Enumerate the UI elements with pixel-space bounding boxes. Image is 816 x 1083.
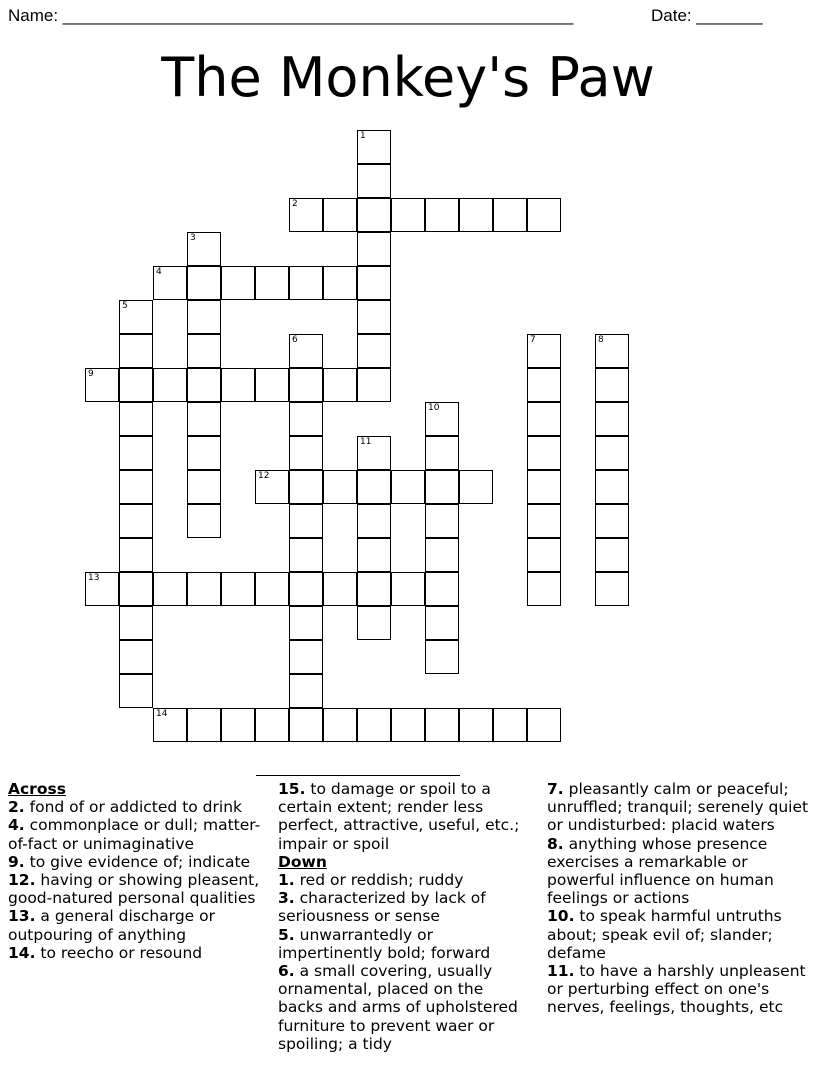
grid-cell[interactable] bbox=[289, 640, 323, 674]
grid-cell[interactable] bbox=[425, 436, 459, 470]
clue-number: 10 bbox=[428, 403, 440, 413]
grid-cell[interactable] bbox=[221, 368, 255, 402]
grid-cell[interactable] bbox=[119, 572, 153, 606]
clue-number: 9 bbox=[88, 369, 94, 379]
grid-cell[interactable] bbox=[459, 708, 493, 742]
grid-cell[interactable] bbox=[357, 504, 391, 538]
grid-cell[interactable] bbox=[357, 708, 391, 742]
grid-cell[interactable] bbox=[357, 606, 391, 640]
grid-cell[interactable] bbox=[527, 504, 561, 538]
clue-number: 13 bbox=[88, 573, 100, 583]
grid-cell[interactable] bbox=[595, 436, 629, 470]
grid-cell[interactable] bbox=[255, 708, 289, 742]
grid-cell[interactable] bbox=[391, 708, 425, 742]
grid-cell[interactable] bbox=[119, 334, 153, 368]
clue-across-12: 12. having or showing pleasent, good-natured personal qualities bbox=[8, 871, 260, 908]
clue-number: 5 bbox=[122, 301, 128, 311]
grid-cell[interactable] bbox=[289, 436, 323, 470]
grid-cell[interactable] bbox=[595, 538, 629, 572]
grid-cell[interactable] bbox=[187, 300, 221, 334]
grid-cell[interactable] bbox=[119, 504, 153, 538]
grid-cell[interactable] bbox=[255, 368, 289, 402]
clue-number: 4 bbox=[156, 267, 162, 277]
grid-cell[interactable] bbox=[527, 538, 561, 572]
grid-cell[interactable] bbox=[357, 164, 391, 198]
grid-cell[interactable] bbox=[595, 402, 629, 436]
grid-cell[interactable] bbox=[187, 708, 221, 742]
grid-cell[interactable] bbox=[119, 436, 153, 470]
grid-cell[interactable] bbox=[527, 470, 561, 504]
grid-cell[interactable] bbox=[119, 402, 153, 436]
grid-cell[interactable] bbox=[221, 572, 255, 606]
clue-down-11: 11. to have a harshly unpleasent or perturbing effect on one's nerves, feelings, thoughts, etc bbox=[547, 962, 806, 1017]
grid-cell[interactable] bbox=[289, 504, 323, 538]
grid-cell[interactable] bbox=[85, 368, 119, 402]
grid-cell[interactable] bbox=[493, 708, 527, 742]
grid-cell[interactable] bbox=[289, 572, 323, 606]
grid-cell[interactable] bbox=[425, 708, 459, 742]
clue-down-10: 10. to speak harmful untruths about; speak evil of; slander; defame bbox=[547, 907, 782, 962]
grid-cell[interactable] bbox=[527, 334, 561, 368]
grid-cell[interactable] bbox=[289, 538, 323, 572]
date-field: Date: _______ bbox=[651, 6, 763, 25]
clue-number: 12 bbox=[258, 471, 270, 481]
grid-cell[interactable] bbox=[459, 470, 493, 504]
grid-cell[interactable] bbox=[119, 300, 153, 334]
grid-cell[interactable] bbox=[595, 368, 629, 402]
grid-cell[interactable] bbox=[119, 606, 153, 640]
grid-cell[interactable] bbox=[289, 708, 323, 742]
grid-cell[interactable] bbox=[153, 708, 187, 742]
grid-cell[interactable] bbox=[357, 334, 391, 368]
grid-cell[interactable] bbox=[221, 266, 255, 300]
grid-cell[interactable] bbox=[357, 572, 391, 606]
grid-cell[interactable] bbox=[595, 470, 629, 504]
clue-number: 6 bbox=[292, 335, 298, 345]
grid-cell[interactable] bbox=[289, 334, 323, 368]
grid-cell[interactable] bbox=[323, 198, 357, 232]
clue-down-8: 8. anything whose presence exercises a remarkable or powerful influence on human feelings or actions bbox=[547, 834, 774, 908]
grid-cell[interactable] bbox=[425, 198, 459, 232]
grid-cell[interactable] bbox=[187, 470, 221, 504]
grid-cell[interactable] bbox=[187, 504, 221, 538]
clue-down-7: 7. pleasantly calm or peaceful; unruffled; tranquil; serenely quiet or undisturbed: placid waters bbox=[547, 780, 809, 835]
grid-cell[interactable] bbox=[357, 538, 391, 572]
grid-cell[interactable] bbox=[595, 504, 629, 538]
grid-cell[interactable] bbox=[391, 470, 425, 504]
clue-across-15: 15. to damage or spoil to a certain extent; render less perfect, attractive, useful, etc.; impair or spoil bbox=[278, 780, 520, 853]
clue-down-3: 3. characterized by lack of seriousness or sense bbox=[278, 889, 486, 926]
grid-cell[interactable] bbox=[391, 198, 425, 232]
grid-cell[interactable] bbox=[357, 130, 391, 164]
grid-cell[interactable] bbox=[595, 334, 629, 368]
grid-cell[interactable] bbox=[187, 402, 221, 436]
grid-cell[interactable] bbox=[357, 266, 391, 300]
grid-cell[interactable] bbox=[425, 538, 459, 572]
page-title: The Monkey's Paw bbox=[161, 46, 655, 109]
clue-across-4: 4. commonplace or dull; matter-of-fact or unimaginative bbox=[8, 816, 261, 853]
grid-cell[interactable] bbox=[153, 368, 187, 402]
clue-number: 3 bbox=[190, 233, 196, 243]
grid-cell[interactable] bbox=[459, 198, 493, 232]
grid-cell[interactable] bbox=[323, 266, 357, 300]
clue-number: 2 bbox=[292, 199, 298, 209]
clue-number: 1 bbox=[360, 131, 366, 141]
grid-cell[interactable] bbox=[527, 436, 561, 470]
grid-cell[interactable] bbox=[187, 572, 221, 606]
clue-number: 8 bbox=[598, 335, 604, 345]
clue-column-3 bbox=[547, 780, 809, 1017]
grid-cell[interactable] bbox=[85, 572, 119, 606]
across-heading: Across bbox=[8, 780, 66, 798]
grid-cell[interactable] bbox=[527, 198, 561, 232]
clue-number: 11 bbox=[360, 437, 372, 447]
name-field: Name: ______________________________________________________ bbox=[8, 6, 574, 25]
clue-number: 14 bbox=[156, 709, 168, 719]
grid-cell[interactable] bbox=[493, 198, 527, 232]
grid-cell[interactable] bbox=[221, 708, 255, 742]
grid-cell[interactable] bbox=[289, 198, 323, 232]
grid-cell[interactable] bbox=[323, 572, 357, 606]
clue-across-14: 14. to reecho or resound bbox=[8, 943, 203, 962]
grid-cell[interactable] bbox=[119, 640, 153, 674]
grid-cell[interactable] bbox=[289, 266, 323, 300]
clue-down-6: 6. a small covering, usually ornamental, placed on the backs and arms of upholstered furniture to prevent waer or spoiling; a tidy bbox=[278, 962, 518, 1053]
grid-cell[interactable] bbox=[187, 232, 221, 266]
clue-across-13: 13. a general discharge or outpouring of anything bbox=[8, 907, 215, 944]
grid-cell[interactable] bbox=[255, 266, 289, 300]
grid-cell[interactable] bbox=[357, 436, 391, 470]
grid-cell[interactable] bbox=[119, 674, 153, 708]
grid-cell[interactable] bbox=[425, 606, 459, 640]
grid-cell[interactable] bbox=[255, 572, 289, 606]
grid-cell[interactable] bbox=[255, 470, 289, 504]
grid-cell[interactable] bbox=[357, 198, 391, 232]
grid-cell[interactable] bbox=[357, 232, 391, 266]
clue-column-2 bbox=[278, 780, 526, 1053]
grid-cell[interactable] bbox=[527, 708, 561, 742]
grid-cell[interactable] bbox=[357, 368, 391, 402]
grid-cell[interactable] bbox=[391, 572, 425, 606]
clue-number: 7 bbox=[530, 335, 536, 345]
grid-cell[interactable] bbox=[289, 674, 323, 708]
grid-cell[interactable] bbox=[527, 368, 561, 402]
clue-down-5: 5. unwarrantedly or impertinently bold; forward bbox=[278, 925, 491, 962]
grid-cell[interactable] bbox=[357, 470, 391, 504]
grid-cell[interactable] bbox=[187, 436, 221, 470]
grid-cell[interactable] bbox=[425, 504, 459, 538]
grid-cell[interactable] bbox=[425, 470, 459, 504]
grid-cell[interactable] bbox=[119, 368, 153, 402]
grid-cell[interactable] bbox=[187, 368, 221, 402]
clue-across-2: 2. fond of or addicted to drink bbox=[8, 798, 242, 817]
grid-cell[interactable] bbox=[357, 300, 391, 334]
grid-cell[interactable] bbox=[289, 606, 323, 640]
grid-cell[interactable] bbox=[289, 368, 323, 402]
grid-cell[interactable] bbox=[595, 572, 629, 606]
grid-cell[interactable] bbox=[425, 640, 459, 674]
grid-cell[interactable] bbox=[425, 572, 459, 606]
clue-across-9: 9. to give evidence of; indicate bbox=[8, 852, 251, 871]
divider bbox=[256, 775, 460, 776]
grid-cell[interactable] bbox=[289, 402, 323, 436]
down-heading: Down bbox=[278, 852, 327, 871]
grid-cell[interactable] bbox=[153, 266, 187, 300]
grid-cell[interactable] bbox=[323, 368, 357, 402]
clue-column-1 bbox=[8, 780, 270, 962]
grid-cell[interactable] bbox=[153, 572, 187, 606]
clue-down-1: 1. red or reddish; ruddy bbox=[278, 871, 464, 890]
grid-cell[interactable] bbox=[187, 266, 221, 300]
grid-cell[interactable] bbox=[527, 402, 561, 436]
grid-cell[interactable] bbox=[323, 470, 357, 504]
grid-cell[interactable] bbox=[289, 470, 323, 504]
grid-cell[interactable] bbox=[323, 708, 357, 742]
grid-cell[interactable] bbox=[119, 470, 153, 504]
grid-cell[interactable] bbox=[425, 402, 459, 436]
grid-cell[interactable] bbox=[119, 538, 153, 572]
grid-cell[interactable] bbox=[187, 334, 221, 368]
grid-cell[interactable] bbox=[527, 572, 561, 606]
